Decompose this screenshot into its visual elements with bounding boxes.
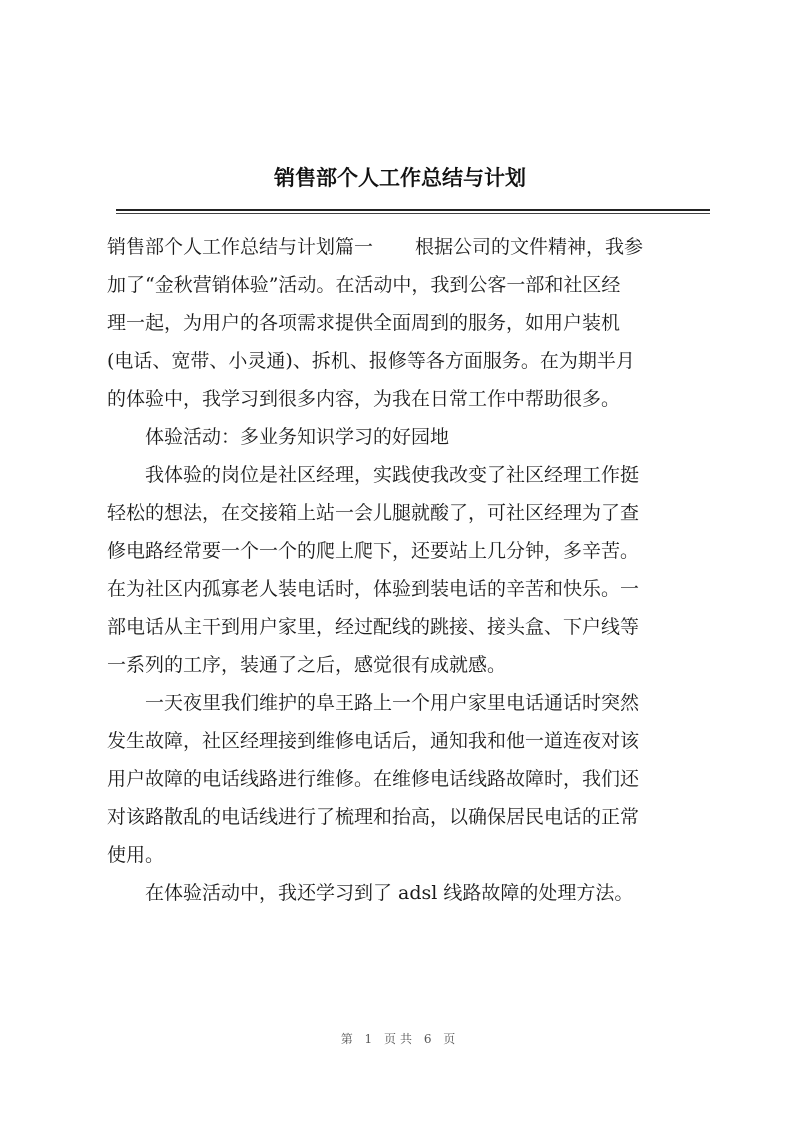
body-line: 对该路散乱的电话线进行了梳理和抬高，以确保居民电话的正常 xyxy=(107,806,640,828)
body-line: 的体验中，我学习到很多内容，为我在日常工作中帮助很多。 xyxy=(107,388,621,410)
page-number-footer: 第 1 页共 6 页 xyxy=(340,1032,460,1046)
paragraph-text: 根据公司的文件精神，我参 xyxy=(415,236,644,258)
body-line: 用户故障的电话线路进行维修。在维修电话线路故障时，我们还 xyxy=(107,768,640,790)
document-title: 销售部个人工作总结与计划 xyxy=(274,166,526,190)
body-line: 在为社区内孤寡老人装电话时，体验到装电话的辛苦和快乐。一 xyxy=(107,578,640,600)
body-line xyxy=(107,228,715,266)
section-heading: 销售部个人工作总结与计划篇一 xyxy=(107,236,374,258)
body-line: 轻松的想法，在交接箱上站一会儿腿就酸了，可社区经理为了查 xyxy=(107,502,640,524)
body-line: 理一起，为用户的各项需求提供全面周到的服务，如用户装机 xyxy=(107,312,621,334)
body-line: 使用。 xyxy=(107,844,165,866)
body-line: 发生故障，社区经理接到维修电话后，通知我和他一道连夜对该 xyxy=(107,730,640,752)
body-line: 一天夜里我们维护的阜王路上一个用户家里电话通话时突然 xyxy=(145,692,640,714)
body-line: 我体验的岗位是社区经理，实践使我改变了社区经理工作挺 xyxy=(145,464,640,486)
body-line: 部电话从主干到用户家里，经过配线的跳接、接头盒、下户线等 xyxy=(107,616,640,638)
body-line: 在体验活动中，我还学习到了 adsl 线路故障的处理方法。 xyxy=(145,882,634,904)
subheading-line: 体验活动：多业务知识学习的好园地 xyxy=(145,426,450,448)
body-line: 加了“金秋营销体验”活动。在活动中，我到公客一部和社区经 xyxy=(107,274,621,296)
title-divider-thick xyxy=(116,209,710,211)
body-line: 一系列的工序，装通了之后，感觉很有成就感。 xyxy=(107,654,507,676)
body-line: (电话、宽带、小灵通)、拆机、报修等各方面服务。在为期半月 xyxy=(107,350,635,372)
title-divider-thin xyxy=(116,213,710,214)
document-body xyxy=(107,228,715,912)
body-line: 修电路经常要一个一个的爬上爬下，还要站上几分钟，多辛苦。 xyxy=(107,540,640,562)
